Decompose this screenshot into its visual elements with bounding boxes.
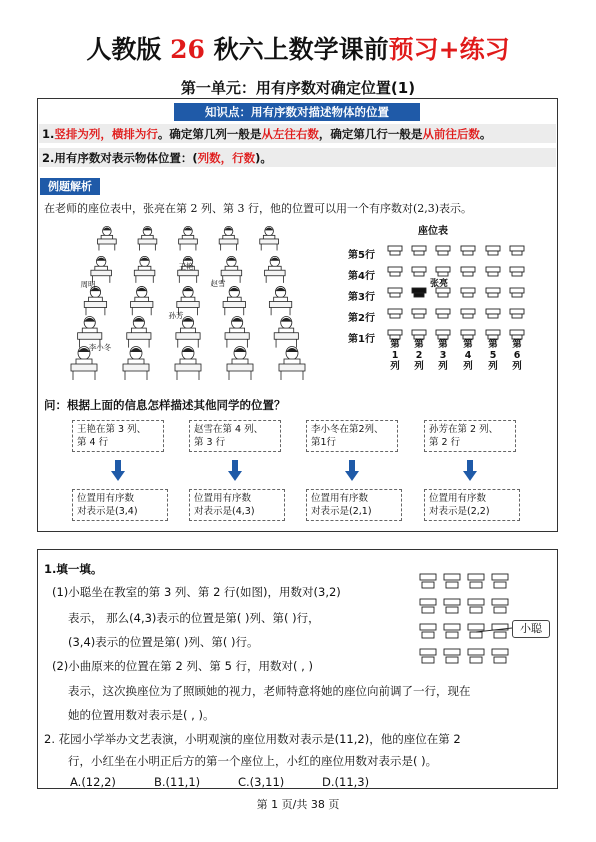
mini-seat <box>468 649 484 663</box>
seat <box>486 288 500 297</box>
down-arrow-icon <box>345 460 359 482</box>
card-line: 位置用有序数 <box>77 493 135 504</box>
title-part: 预习+练习 <box>388 35 510 64</box>
statement-card <box>424 420 516 452</box>
card-line: 位置用有序数 <box>429 493 487 504</box>
mini-seat <box>444 649 460 663</box>
seat <box>510 267 524 276</box>
kp-text: 列数，行数 <box>197 151 256 165</box>
kp-text: )。 <box>255 151 272 165</box>
seat <box>486 267 500 276</box>
kp-text: ，确定第几行一般是 <box>318 127 423 141</box>
desk <box>98 239 117 251</box>
card-line: 赵雪在第 4 列、 <box>194 424 264 435</box>
knowledge-point-1 <box>42 126 491 142</box>
card-line: 李小冬在第2列、 <box>311 424 384 435</box>
q1-2-line2: 表示，这次换座位为了照顾她的视力，老师特意将她的座位向前调了一行，现在 <box>68 684 471 698</box>
desk <box>274 333 298 348</box>
mini-seat <box>444 574 460 588</box>
student-name: 赵雪 <box>210 279 226 288</box>
row-label: 第2行 <box>348 313 375 324</box>
seat <box>412 246 426 255</box>
seat-chart-title: 座位表 <box>418 226 448 237</box>
mini-seat <box>468 574 484 588</box>
q1-title: 1.填一填。 <box>44 562 103 576</box>
desk <box>223 301 245 315</box>
option-b: B.(11,1) <box>154 775 201 789</box>
option-d: D.(11,3) <box>322 775 370 789</box>
desks-group <box>71 226 305 380</box>
seat <box>436 288 450 297</box>
mini-seat <box>444 624 460 638</box>
desk <box>179 239 198 251</box>
desk <box>269 301 291 315</box>
example-tag: 例题解析 <box>40 178 100 195</box>
col-label: 第 1 列 <box>390 339 400 372</box>
mini-seat <box>468 599 484 613</box>
student-name: 孙芳 <box>168 311 184 320</box>
seat <box>412 267 426 276</box>
seat <box>486 246 500 255</box>
knowledge-banner: 知识点：用有序数对描述物体的位置 <box>174 103 420 121</box>
kp-text: 。 <box>479 127 492 141</box>
q2-line2: 行，小红坐在小明正后方的第一个座位上，小红的座位用数对表示是( )。 <box>68 754 438 768</box>
option-c: C.(3,11) <box>238 775 285 789</box>
seat <box>461 309 475 318</box>
down-arrow-icon <box>228 460 242 482</box>
desk <box>138 239 157 251</box>
seat <box>388 267 402 276</box>
row-label: 第4行 <box>348 271 375 282</box>
seat-chart <box>348 222 528 377</box>
col-label: 第 6 列 <box>512 339 522 372</box>
card-line: 位置用有序数 <box>311 493 369 504</box>
card-line: 孙芳在第 2 列、 <box>429 424 499 435</box>
seat <box>388 246 402 255</box>
seat <box>486 330 500 339</box>
down-arrow-icon <box>463 460 477 482</box>
page-subtitle: 第一单元：用有序数对确定位置(1) <box>180 79 416 97</box>
desk <box>178 270 199 283</box>
mini-seat <box>420 599 436 613</box>
statement-card <box>189 420 281 452</box>
desk <box>279 364 305 380</box>
seat <box>388 309 402 318</box>
row-label: 第3行 <box>348 292 375 303</box>
desk <box>225 333 249 348</box>
col-label: 第 4 列 <box>463 339 473 372</box>
seat <box>510 246 524 255</box>
mini-seat <box>420 574 436 588</box>
student-name: 周明 <box>80 280 96 289</box>
seat <box>412 330 426 339</box>
classroom-illustration <box>46 222 330 382</box>
col-label: 第 2 列 <box>414 339 424 372</box>
desk <box>123 364 149 380</box>
seat-highlighted <box>412 288 426 297</box>
student-name: 李小冬 <box>88 343 112 352</box>
q1-1-line3: (3,4)表示的位置是第( )列、第( )行。 <box>68 635 259 649</box>
q1-1-line1: (1)小聪坐在教室的第 3 列、第 2 行(如图)，用数对(3,2) <box>52 585 341 599</box>
question-text: 问：根据上面的信息怎样描述其他同学的位置？ <box>44 398 286 412</box>
mini-seat <box>492 649 508 663</box>
q2-options <box>70 774 369 790</box>
seat <box>436 267 450 276</box>
card-line: 位置用有序数 <box>194 493 252 504</box>
kp-text: 从左往右数 <box>261 127 319 141</box>
card-line: 第 4 行 <box>77 437 109 448</box>
highlight-name: 张亮 <box>430 279 449 289</box>
result-card <box>189 489 285 521</box>
seat <box>486 309 500 318</box>
result-card <box>72 489 168 521</box>
page-title <box>0 30 596 66</box>
title-part: 26 <box>170 35 205 64</box>
title-part: 秋六上数学课前 <box>204 35 389 64</box>
seat <box>461 267 475 276</box>
desk <box>175 364 201 380</box>
q1-2-line3: 她的位置用数对表示是( , )。 <box>68 708 215 722</box>
down-arrow-icon <box>111 460 125 482</box>
option-a: A.(12,2) <box>70 775 116 789</box>
seat <box>461 288 475 297</box>
mini-seat <box>492 624 508 638</box>
card-line: 对表示是(4,3) <box>194 506 255 517</box>
seat <box>436 309 450 318</box>
seat <box>388 330 402 339</box>
seat <box>461 330 475 339</box>
seat <box>388 288 402 297</box>
desk <box>131 301 153 315</box>
col-label: 第 5 列 <box>488 339 498 372</box>
student-name: 王艳 <box>178 262 194 271</box>
desk <box>127 333 151 348</box>
card-line: 第1行 <box>311 437 337 448</box>
kp-text: 从前往后数 <box>422 127 480 141</box>
mini-seat <box>444 599 460 613</box>
desk <box>219 239 238 251</box>
seat <box>436 246 450 255</box>
mini-seat <box>420 649 436 663</box>
desk <box>227 364 253 380</box>
q2-line1: 2. 花园小学举办文艺表演，小明观演的座位用数对表示是(11,2)，他的座位在第 2 <box>44 732 461 746</box>
card-line: 对表示是(2,1) <box>311 506 372 517</box>
result-card <box>424 489 520 521</box>
result-card <box>306 489 402 521</box>
desk <box>260 239 279 251</box>
kp-text: 2.用有序数对表示物体位置：( <box>42 151 198 165</box>
q1-2-line1: (2)小曲原来的位置在第 2 列、第 5 行，用数对( , ) <box>52 659 313 673</box>
seat <box>412 309 426 318</box>
mini-seat <box>492 599 508 613</box>
card-line: 对表示是(3,4) <box>77 506 138 517</box>
knowledge-point-2 <box>42 150 272 166</box>
col-label: 第 3 列 <box>438 339 448 372</box>
desk <box>71 364 97 380</box>
seat <box>510 330 524 339</box>
statement-card <box>306 420 398 452</box>
desk <box>84 301 106 315</box>
desk <box>134 270 155 283</box>
card-line: 对表示是(2,2) <box>429 506 490 517</box>
seat <box>461 246 475 255</box>
statement-card <box>72 420 164 452</box>
seat <box>510 288 524 297</box>
kp-text: 。确定第几列一般是 <box>157 127 262 141</box>
card-line: 王艳在第 3 列、 <box>77 424 147 435</box>
desk <box>265 270 286 283</box>
card-line: 第 3 行 <box>194 437 226 448</box>
seat <box>436 330 450 339</box>
mini-seat <box>492 574 508 588</box>
kp-text: 竖排为列，横排为行 <box>54 127 158 141</box>
mini-seat <box>420 624 436 638</box>
row-label: 第1行 <box>348 334 375 345</box>
example-text: 在老师的座位表中，张亮在第 2 列、第 3 行，他的位置可以用一个有序数对(2,3)表示。 <box>44 202 473 215</box>
q1-1-line2: 表示， 那么(4,3)表示的位置是第( )列、第( )行， <box>68 611 320 625</box>
desk <box>176 333 200 348</box>
card-line: 第 2 行 <box>429 437 461 448</box>
seat <box>510 309 524 318</box>
kp-text: 1. <box>42 127 55 141</box>
page-footer: 第 1 页/共 38 页 <box>256 798 340 811</box>
title-part: 人教版 <box>86 35 171 64</box>
mini-callout: 小聪 <box>512 620 550 638</box>
row-label: 第5行 <box>348 250 375 261</box>
